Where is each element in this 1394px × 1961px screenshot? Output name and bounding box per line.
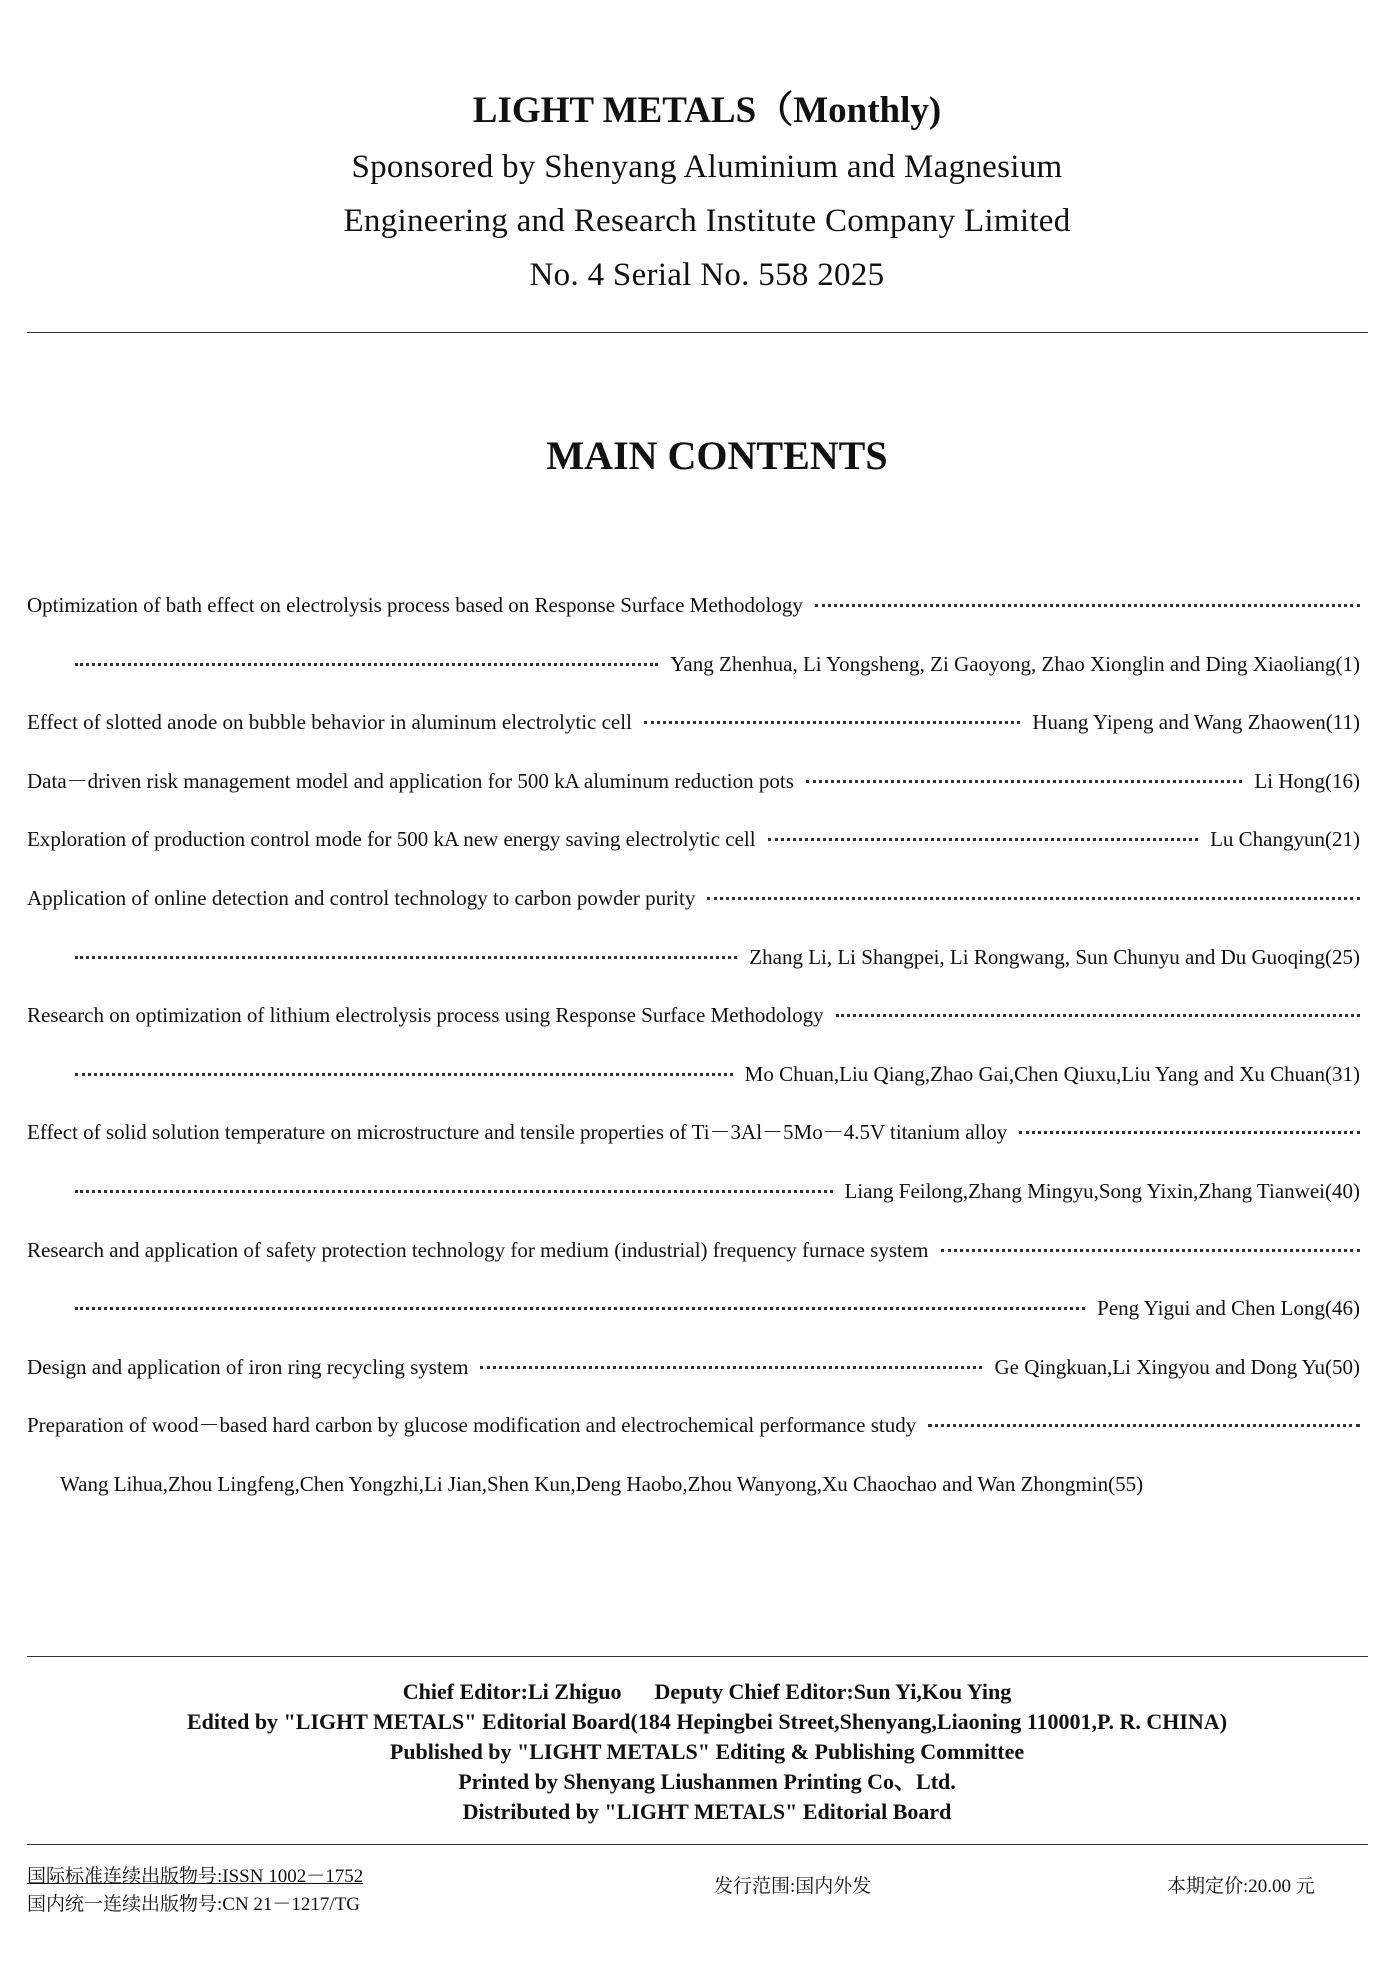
sponsor-line-2: Engineering and Research Institute Company Limited bbox=[343, 203, 1071, 239]
dot-leader bbox=[941, 1249, 1360, 1252]
sponsor-line-1: Sponsored by Shenyang Aluminium and Magnesium bbox=[351, 149, 1063, 185]
serial-numbers bbox=[27, 1863, 363, 1919]
toc-entry-author-line bbox=[27, 1464, 1360, 1523]
toc-entry-title-line[interactable] bbox=[27, 878, 1360, 937]
printed-by-line: Printed by Shenyang Liushanmen Printing Co、Ltd. bbox=[458, 1769, 956, 1794]
toc-title: Data－driven risk management model and application for 500 kA aluminum reduction pots bbox=[27, 768, 794, 793]
dot-leader bbox=[75, 1307, 1085, 1310]
footer-divider bbox=[27, 1844, 1368, 1845]
distribution-scope: 发行范围:国内外发 bbox=[714, 1876, 872, 1897]
toc-entry-title-line[interactable] bbox=[27, 585, 1360, 644]
toc-authors: Lu Changyun(21) bbox=[1210, 827, 1360, 852]
toc-authors: Yang Zhenhua, Li Yongsheng, Zi Gaoyong, Zhao Xionglin and Ding Xiaoliang(1) bbox=[670, 651, 1360, 676]
header-divider bbox=[27, 332, 1368, 333]
toc-entry-author-line bbox=[27, 1288, 1360, 1347]
dot-leader bbox=[644, 721, 1020, 724]
dot-leader bbox=[928, 1424, 1360, 1427]
toc-title: Effect of slotted anode on bubble behavior in aluminum electrolytic cell bbox=[27, 710, 632, 735]
toc-authors: Ge Qingkuan,Li Xingyou and Dong Yu(50) bbox=[994, 1354, 1360, 1379]
toc-entry[interactable] bbox=[27, 1347, 1360, 1406]
toc-entry-author-line bbox=[27, 644, 1360, 703]
toc-title: Application of online detection and control technology to carbon powder purity bbox=[27, 885, 696, 910]
editorial-credits bbox=[0, 1677, 1394, 1827]
editors-line: Chief Editor:Li Zhiguo Deputy Chief Editor:Sun Yi,Kou Ying bbox=[402, 1679, 1012, 1704]
dot-leader bbox=[768, 838, 1199, 841]
dot-leader bbox=[480, 1366, 982, 1369]
dot-leader bbox=[75, 956, 737, 959]
issue-price: 本期定价:20.00 元 bbox=[1167, 1876, 1315, 1897]
toc-entry-author-line bbox=[27, 1171, 1360, 1230]
toc-title: Preparation of wood－based hard carbon by glucose modification and electrochemical performance study bbox=[27, 1413, 917, 1438]
dot-leader bbox=[815, 604, 1360, 607]
toc-authors: Mo Chuan,Liu Qiang,Zhao Gai,Chen Qiuxu,Liu Yang and Xu Chuan(31) bbox=[744, 1061, 1360, 1086]
toc-authors: Huang Yipeng and Wang Zhaowen(11) bbox=[1032, 710, 1360, 735]
edited-by-line: Edited by "LIGHT METALS" Editorial Board(184 Hepingbei Street,Shenyang,Liaoning 110001,P. R. CHINA) bbox=[186, 1709, 1228, 1734]
toc-entry[interactable] bbox=[27, 702, 1360, 761]
toc-authors: Wang Lihua,Zhou Lingfeng,Chen Yongzhi,Li Jian,Shen Kun,Deng Haobo,Zhou Wanyong,Xu Chaochao and Wan Zhongmin(55) bbox=[60, 1471, 1144, 1496]
toc-entry[interactable] bbox=[27, 819, 1360, 878]
toc-authors: Peng Yigui and Chen Long(46) bbox=[1097, 1296, 1360, 1321]
toc-entry[interactable] bbox=[27, 761, 1360, 820]
toc-entry-title-line[interactable] bbox=[27, 995, 1360, 1054]
journal-title: LIGHT METALS（Monthly) bbox=[472, 90, 942, 131]
toc-authors: Liang Feilong,Zhang Mingyu,Song Yixin,Zhang Tianwei(40) bbox=[844, 1178, 1360, 1203]
issue-line: No. 4 Serial No. 558 2025 bbox=[529, 257, 885, 293]
toc-entry-author-line bbox=[27, 1054, 1360, 1113]
journal-header bbox=[0, 82, 1394, 302]
toc-entry-title-line[interactable] bbox=[27, 1405, 1360, 1464]
dot-leader bbox=[806, 780, 1243, 783]
issn-number: 国际标准连续出版物号:ISSN 1002－1752 bbox=[27, 1866, 364, 1887]
cn-number: 国内统一连续出版物号:CN 21－1217/TG bbox=[27, 1894, 361, 1915]
table-of-contents bbox=[27, 585, 1360, 1523]
toc-title: Research and application of safety protection technology for medium (industrial) frequency furnace system bbox=[27, 1237, 929, 1262]
published-by-line: Published by "LIGHT METALS" Editing & Publishing Committee bbox=[389, 1739, 1025, 1764]
dot-leader bbox=[836, 1014, 1360, 1017]
contents-heading: MAIN CONTENTS bbox=[546, 433, 888, 478]
dot-leader bbox=[75, 663, 658, 666]
toc-title: Design and application of iron ring recycling system bbox=[27, 1354, 469, 1379]
dot-leader bbox=[75, 1073, 733, 1076]
toc-authors: Li Hong(16) bbox=[1254, 768, 1360, 793]
toc-authors: Zhang Li, Li Shangpei, Li Rongwang, Sun Chunyu and Du Guoqing(25) bbox=[749, 944, 1360, 969]
toc-title: Effect of solid solution temperature on microstructure and tensile properties of Ti－3Al－5Mo－4.5V titanium alloy bbox=[27, 1120, 1008, 1145]
toc-entry-title-line[interactable] bbox=[27, 1230, 1360, 1289]
toc-title: Optimization of bath effect on electrolysis process based on Response Surface Methodology bbox=[27, 593, 803, 617]
dot-leader bbox=[1019, 1131, 1360, 1134]
dot-leader bbox=[75, 1190, 833, 1193]
toc-entry-title-line[interactable] bbox=[27, 1112, 1360, 1171]
toc-title: Exploration of production control mode for 500 kA new energy saving electrolytic cell bbox=[27, 827, 756, 852]
credits-divider bbox=[27, 1656, 1368, 1657]
distributed-by-line: Distributed by "LIGHT METALS" Editorial Board bbox=[462, 1799, 952, 1824]
toc-entry-author-line bbox=[27, 937, 1360, 996]
dot-leader bbox=[707, 897, 1360, 900]
toc-title: Research on optimization of lithium electrolysis process using Response Surface Methodology bbox=[27, 1003, 824, 1028]
